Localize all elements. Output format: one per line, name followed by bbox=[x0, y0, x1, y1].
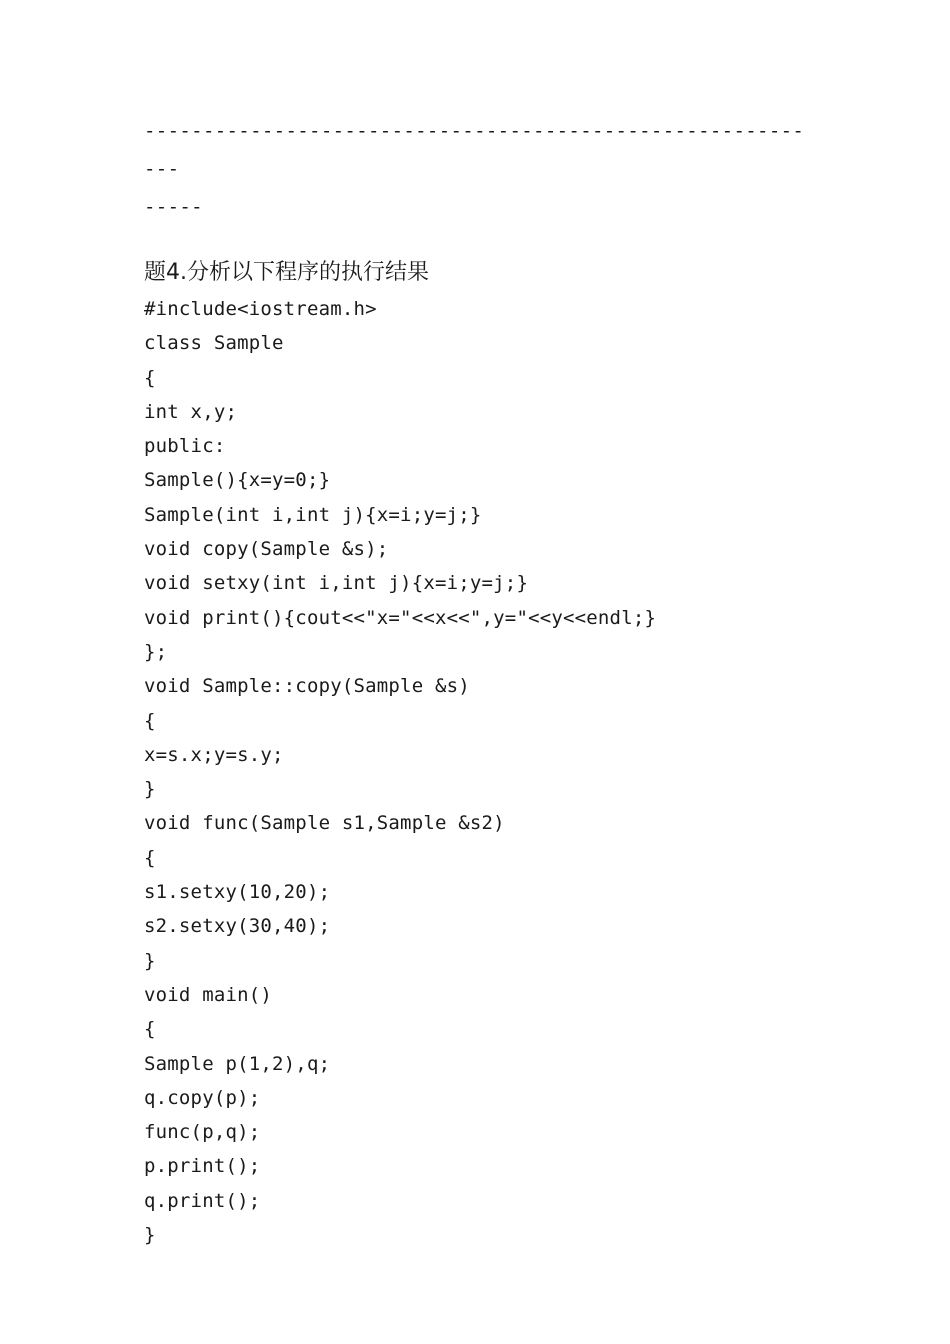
code-line: Sample(int i,int j){x=i;y=j;} bbox=[144, 503, 482, 526]
code-line: s1.setxy(10,20); bbox=[144, 881, 331, 904]
code-line: public: bbox=[144, 435, 226, 458]
question-title: 题4.分析以下程序的执行结果 bbox=[144, 260, 429, 285]
document-content bbox=[144, 112, 814, 1252]
code-line: q.copy(p); bbox=[144, 1086, 261, 1109]
code-line: { bbox=[144, 709, 156, 732]
code-line: p.print(); bbox=[144, 1155, 261, 1178]
code-line: { bbox=[144, 1018, 156, 1041]
code-line: }; bbox=[144, 640, 168, 663]
code-line: class Sample bbox=[144, 332, 284, 355]
code-line: func(p,q); bbox=[144, 1121, 261, 1144]
code-line: Sample(){x=y=0;} bbox=[144, 469, 331, 492]
code-line: void main() bbox=[144, 983, 273, 1006]
code-line: void copy(Sample &s); bbox=[144, 538, 389, 561]
code-line: Sample p(1,2),q; bbox=[144, 1052, 331, 1075]
code-line: } bbox=[144, 949, 156, 972]
code-line: } bbox=[144, 778, 156, 801]
code-line: void print(){cout<<"x="<<x<<",y="<<y<<endl;} bbox=[144, 606, 657, 629]
code-line: void func(Sample s1,Sample &s2) bbox=[144, 812, 505, 835]
code-line: { bbox=[144, 846, 156, 869]
code-line: void setxy(int i,int j){x=i;y=j;} bbox=[144, 572, 529, 595]
separator-line: ----------------------------------------------------------- bbox=[144, 120, 805, 180]
code-line: #include<iostream.h> bbox=[144, 298, 377, 320]
code-line: { bbox=[144, 366, 156, 389]
code-line: x=s.x;y=s.y; bbox=[144, 743, 284, 766]
code-line: q.print(); bbox=[144, 1189, 261, 1212]
code-line: s2.setxy(30,40); bbox=[144, 915, 331, 938]
code-line: } bbox=[144, 1224, 156, 1247]
code-line: void Sample::copy(Sample &s) bbox=[144, 675, 470, 698]
code-block bbox=[144, 292, 814, 1252]
separator-line-continued: ----- bbox=[144, 196, 203, 218]
code-line: int x,y; bbox=[144, 400, 238, 423]
